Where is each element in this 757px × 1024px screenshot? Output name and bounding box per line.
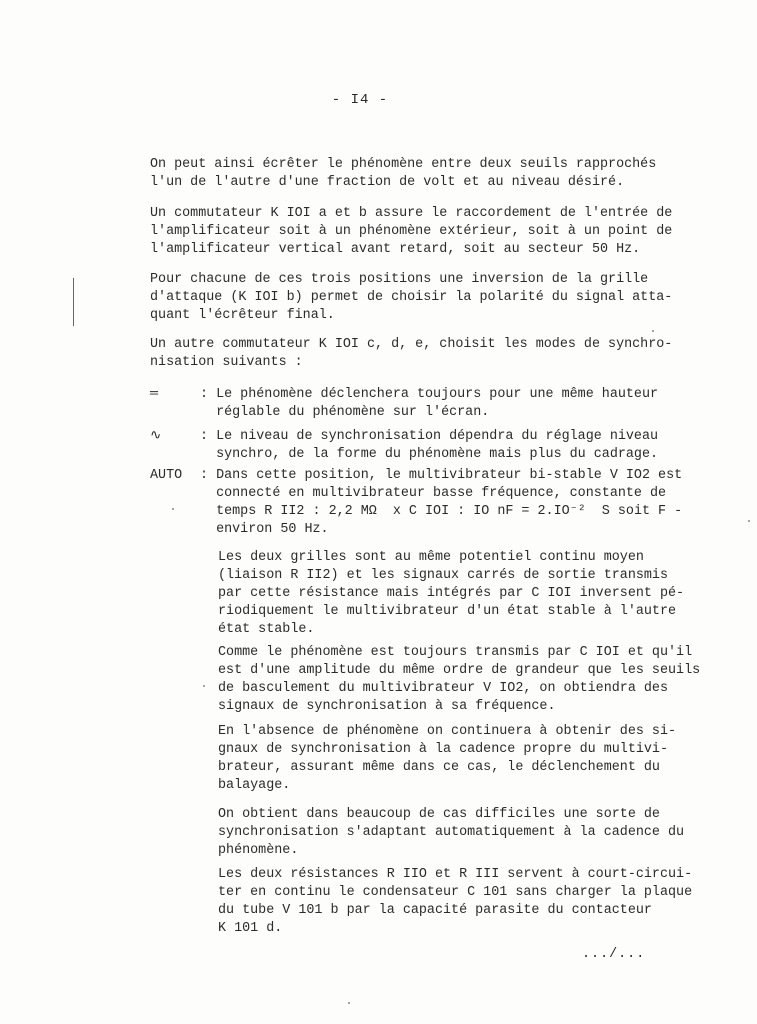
scan-speck xyxy=(172,508,174,510)
margin-pen-mark xyxy=(73,278,74,326)
mode-symbol-alternating: ∿ xyxy=(150,429,162,444)
paragraph-auto-difficiles: On obtient dans beaucoup de cas difficiles une sorte de synchronisation s'adaptant automatiquement à la cadence du phénomène. xyxy=(218,807,685,858)
mode-text-continuous: : Le phénomène déclenchera toujours pour une même hauteur réglable du phénomène sur l'écran. xyxy=(200,387,659,420)
paragraph-ecretage: On peut ainsi écrêter le phénomène entre deux seuils rapprochés l'un de l'autre d'une fraction de volt et au niveau désiré. xyxy=(150,157,657,190)
mode-symbol-continuous: ═ xyxy=(150,387,159,402)
scan-speck xyxy=(748,520,750,522)
paragraph-auto-absence: En l'absence de phénomène on continuera à obtenir des si- gnaux de synchronisation à la cadence propre du multivi- brateur, assurant même dans ce cas, le déclenchement du balayage. xyxy=(218,724,677,793)
continuation-mark: .../... xyxy=(582,947,646,962)
paragraph-auto-grilles: Les deux grilles sont au même potentiel continu moyen (liaison R II2) et les signaux carrés de sortie transmis par cette résistance mais intégrés par C IOI inversent pé- riodiquement le multivibrateur d'un état stable à l'autre état stable. xyxy=(218,550,685,637)
page-number: - I4 - xyxy=(331,92,389,108)
paragraph-commutateur-ab: Un commutateur K IOI a et b assure le raccordement de l'entrée de l'amplificateur soit à un phénomène extérieur, soit à un point de l'amplificateur vertical avant retard, soit au secteur 50 Hz. xyxy=(150,206,673,257)
scan-speck xyxy=(203,685,205,687)
mode-text-alternating: : Le niveau de synchronisation dépendra du réglage niveau synchro, de la forme du phénomène mais plus du cadrage. xyxy=(200,429,659,462)
paragraph-modes-intro: Un autre commutateur K IOI c, d, e, choisit les modes de synchro- nisation suivants : xyxy=(150,337,673,370)
scan-speck xyxy=(348,1002,350,1004)
paragraph-auto-phenomene: Comme le phénomène est toujours transmis par C IOI et qu'il est d'une amplitude du même ordre de grandeur que les seuils de basculement du multivibrateur V IO2, on obtiendra des signaux de synchronisation à sa fréquence. xyxy=(218,645,701,714)
mode-symbol-auto: AUTO xyxy=(150,468,183,483)
scan-speck xyxy=(652,330,654,332)
paragraph-inversion: Pour chacune de ces trois positions une inversion de la grille d'attaque (K IOI b) permet de choisir la polarité du signal atta- quant l'écrêteur final. xyxy=(150,272,673,323)
paragraph-auto-resistances: Les deux résistances R IIO et R III servent à court-circui- ter en continu le condensateur C 101 sans charger la plaque du tube V 101 b par la capacité parasite du contacteur K 101 d. xyxy=(218,867,693,936)
mode-text-auto: : Dans cette position, le multivibrateur bi-stable V IO2 est connecté en multivibrateur basse fréquence, constante de temps R II2 : 2,2 MΩ x C IOI : IO nF = 2.IO⁻² S soit F - environ 50 Hz. xyxy=(200,468,683,537)
